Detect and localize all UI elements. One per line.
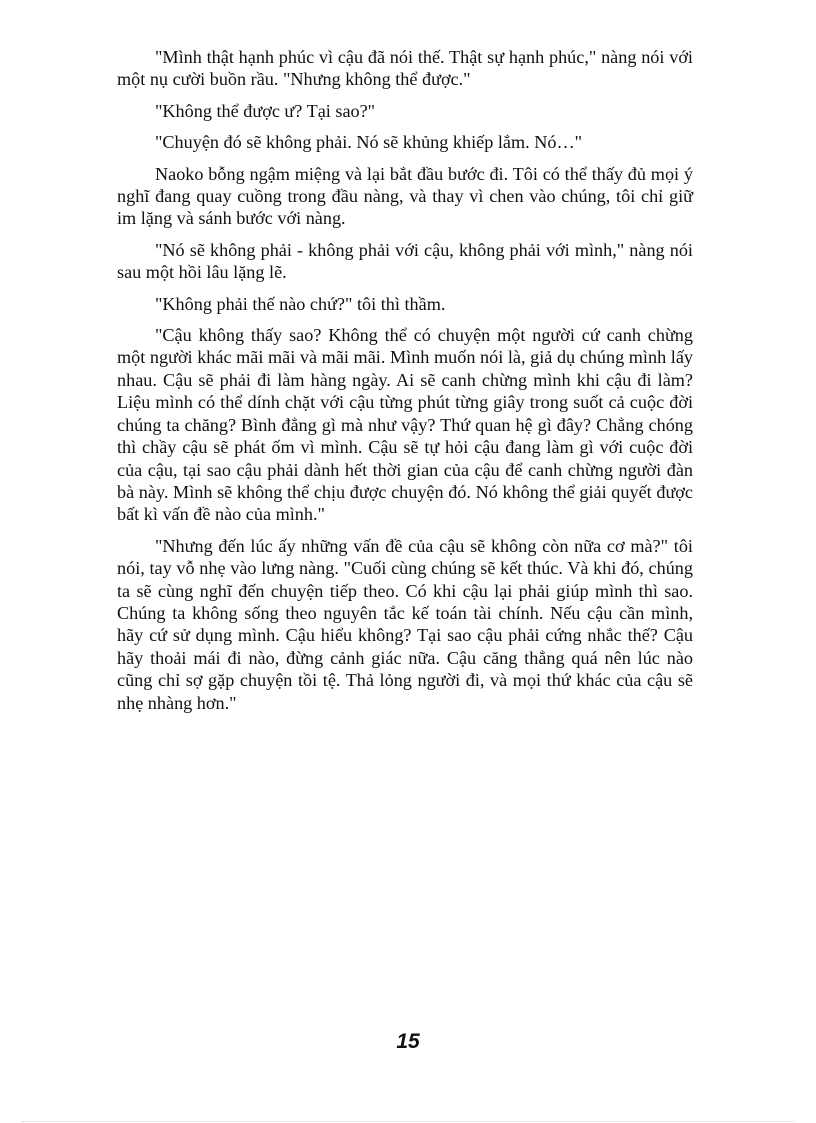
page-body xyxy=(117,46,693,723)
paragraph: "Nhưng đến lúc ấy những vấn đề của cậu sẽ không còn nữa cơ mà?" tôi nói, tay vỗ nhẹ vào lưng nàng. "Cuối cùng chúng sẽ kết thúc. Và khi đó, chúng ta sẽ cùng nghĩ đến chuyện tiếp theo. Có khi cậu lại phải giúp mình thì sao. Chúng ta không sống theo nguyên tắc kế toán tài chính. Nếu cậu cần mình, hãy cứ sử dụng mình. Cậu hiểu không? Tại sao cậu phải cứng nhắc thế? Cậu hãy thoải mái đi nào, đừng cảnh giác nữa. Cậu căng thẳng quá nên lúc nào cũng chỉ sợ gặp chuyện tồi tệ. Thả lỏng người đi, và mọi thứ khác của cậu sẽ nhẹ nhàng hơn." xyxy=(117,535,693,713)
paragraph: "Chuyện đó sẽ không phải. Nó sẽ khủng khiếp lắm. Nó…" xyxy=(155,132,583,153)
paragraph: "Cậu không thấy sao? Không thể có chuyện một người cứ canh chừng một người khác mãi mãi và mãi mãi. Mình muốn nói là, giả dụ chúng mình lấy nhau. Cậu sẽ phải đi làm hàng ngày. Ai sẽ canh chừng mình khi cậu đi làm? Liệu mình có thể dính chặt với cậu từng phút từng giây trong suốt cả cuộc đời chúng ta chăng? Bình đẳng gì mà như vậy? Thứ quan hệ gì đây? Chẳng chóng thì chầy cậu sẽ phát ốm vì mình. Cậu sẽ tự hỏi cậu đang làm gì với cuộc đời của cậu, tại sao cậu phải dành hết thời gian của cậu để canh chừng người đàn bà này. Mình sẽ không thể chịu được chuyện đó. Nó không thể giải quyết được bất kì vấn đề nào của mình." xyxy=(117,325,693,525)
page-number: 15 xyxy=(396,1030,420,1053)
paragraph: "Nó sẽ không phải - không phải với cậu, không phải với mình," nàng nói sau một hồi lâu lặng lẽ. xyxy=(117,239,693,283)
bottom-divider xyxy=(22,1121,794,1122)
paragraph: "Không thể được ư? Tại sao?" xyxy=(155,100,376,121)
paragraph: "Không phải thế nào chứ?" tôi thì thầm. xyxy=(155,293,446,314)
paragraph: Naoko bỗng ngậm miệng và lại bắt đầu bước đi. Tôi có thể thấy đủ mọi ý nghĩ đang quay cuồng trong đầu nàng, và thay vì chen vào chúng, tôi chỉ giữ im lặng và sánh bước với nàng. xyxy=(117,163,693,229)
paragraph: "Mình thật hạnh phúc vì cậu đã nói thế. Thật sự hạnh phúc," nàng nói với một nụ cười buồn rầu. "Nhưng không thể được." xyxy=(117,47,693,90)
